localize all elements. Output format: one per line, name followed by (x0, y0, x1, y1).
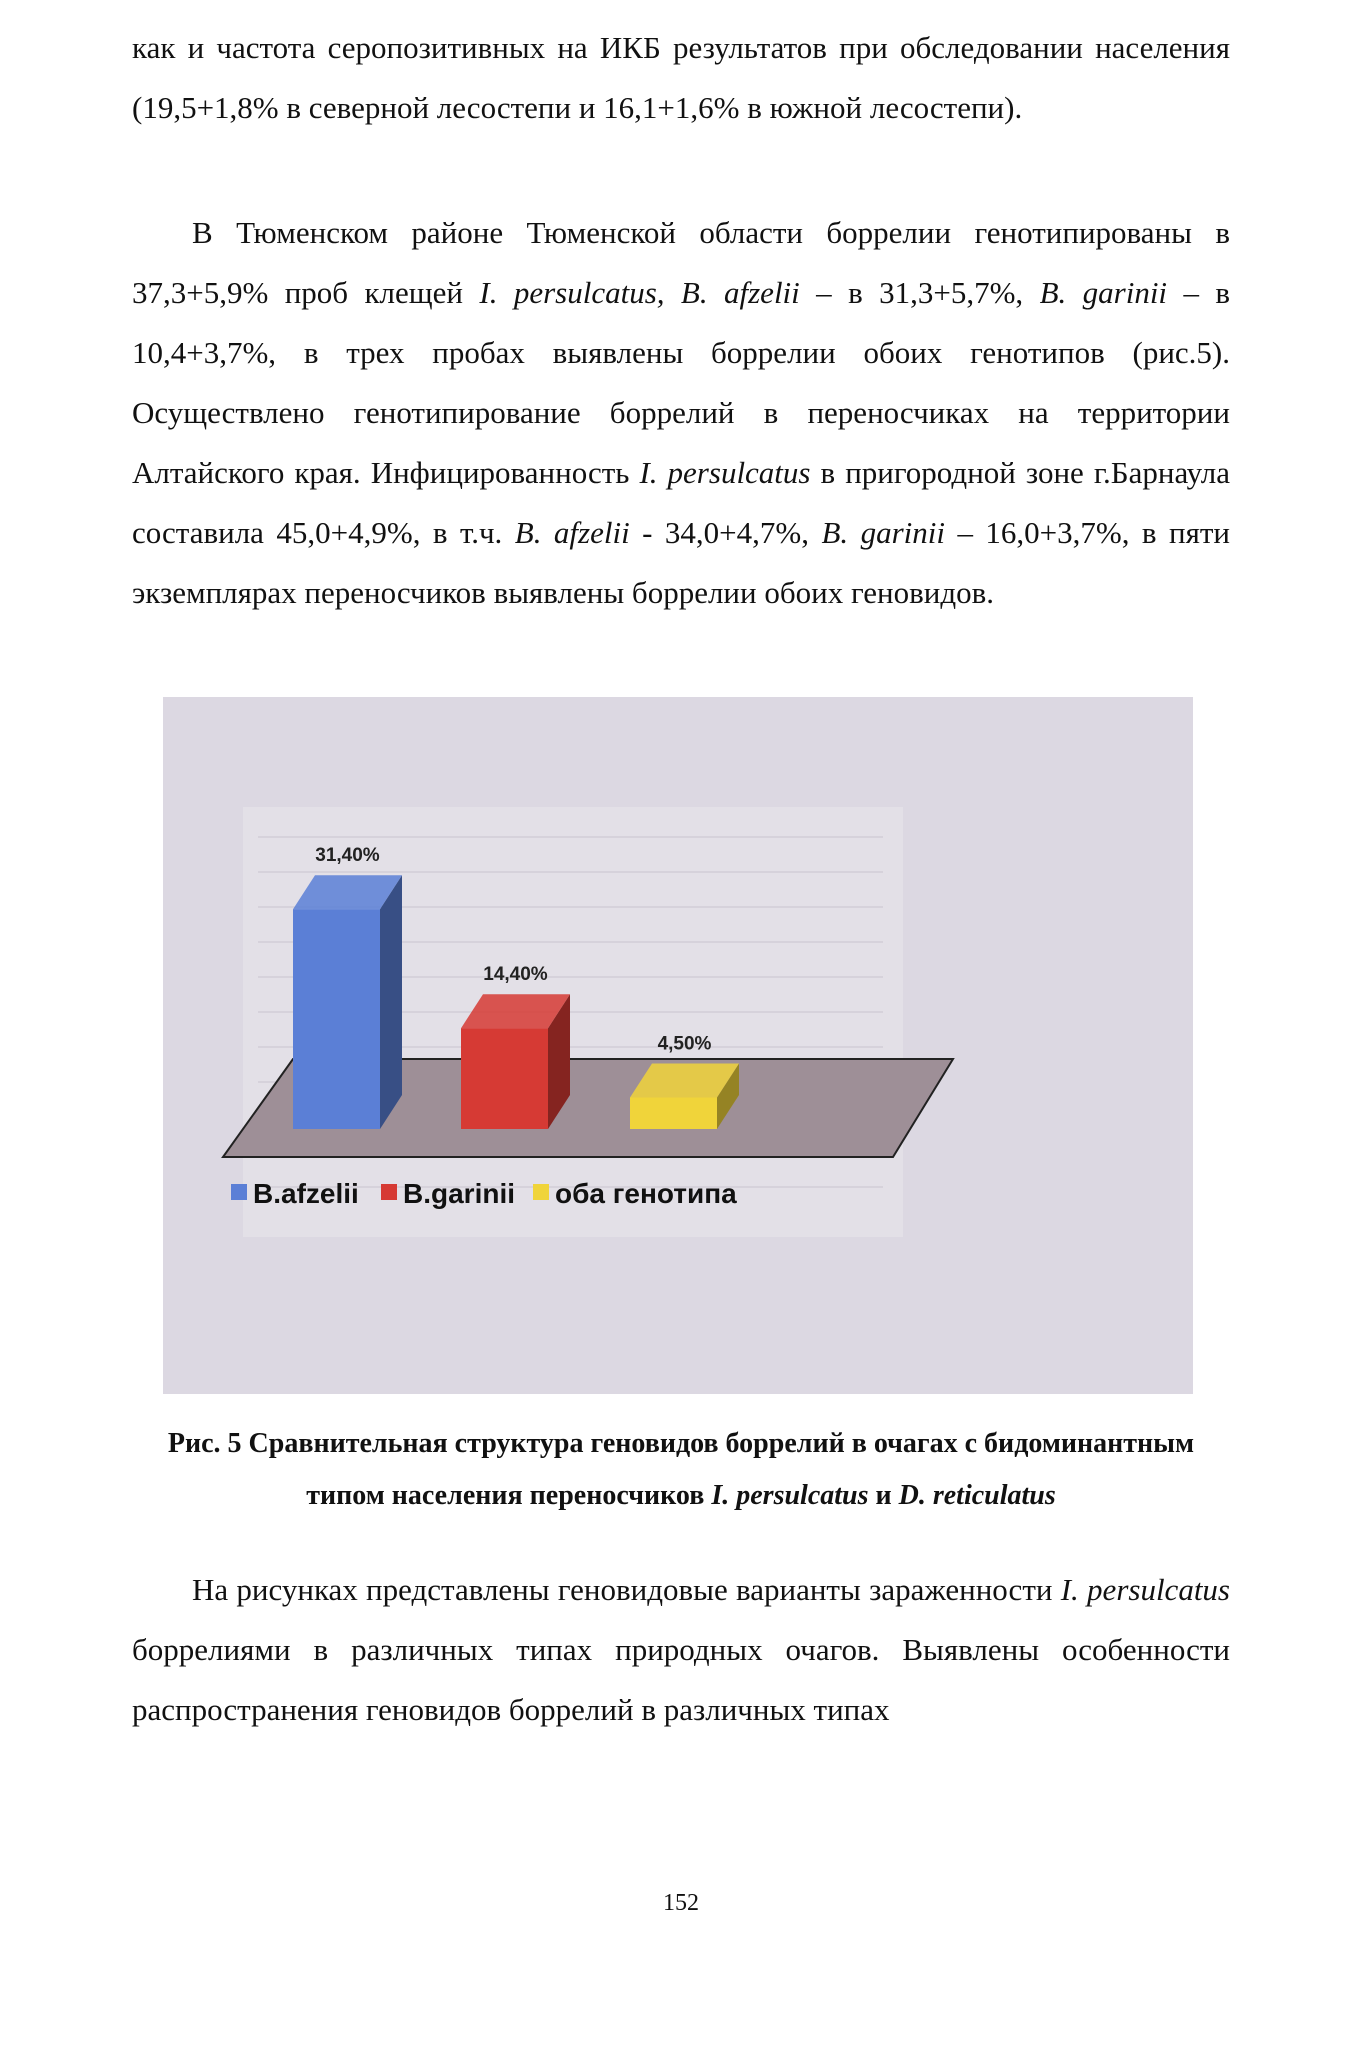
figure-5-chart (163, 697, 1193, 1394)
legend-swatch (533, 1184, 549, 1200)
caption-text: и (868, 1480, 899, 1511)
species-name: B. garinii (821, 515, 945, 550)
text-run: – в 31,3+5,7%, (799, 275, 1040, 310)
data-label: 31,40% (315, 845, 380, 867)
caption-species: D. reticulatus (898, 1480, 1056, 1511)
paragraph-text: как и частота серопозитивных на ИКБ результатов при обследовании населения (19,5+1,8% в северной лесостепи и 16,1+1,6% в южной лесостепи). (132, 30, 1230, 125)
paragraph-figures (132, 1560, 1230, 1740)
species-name: I. persulcatus (639, 455, 811, 490)
data-label: 4,50% (657, 1033, 712, 1055)
paragraph-genotyping (132, 203, 1230, 623)
legend-swatch (231, 1184, 247, 1200)
figure-caption (132, 1418, 1230, 1522)
text-run: - 34,0+4,7%, (629, 515, 822, 550)
species-name: B. afzelii (514, 515, 630, 550)
text-run: в пригородной зоне г.Барнаула составила 45,0+4,9%, в т.ч. (132, 455, 1231, 550)
text-run: – 16,0+3,7%, в пяти экземплярах переносчиков выявлены боррелии обоих геновидов. (132, 515, 1230, 610)
text-run: боррелиями в различных типах природных очагов. Выявлены особенности распространения геновидов боррелий в различных типах (132, 1632, 1230, 1727)
caption-text: типом населения переносчиков (306, 1480, 712, 1511)
legend-label: B.afzelii (253, 1178, 359, 1209)
legend-label: оба генотипа (555, 1178, 737, 1209)
data-label: 14,40% (483, 964, 548, 986)
legend-label: B.garinii (403, 1178, 516, 1209)
legend-swatch (381, 1184, 397, 1200)
species-name: I. persulcatus (1060, 1572, 1230, 1607)
caption-line-2 (132, 1470, 1230, 1522)
species-name: B. garinii (1039, 275, 1168, 310)
caption-line-1: Рис. 5 Сравнительная структура геновидов боррелий в очагах с бидоминантным (167, 1428, 1195, 1459)
bar-chart (163, 697, 1193, 1394)
page-number: 152 (663, 1890, 699, 1916)
bar (630, 1098, 717, 1130)
text-run: – в 10,4+3,7%, в трех пробах выявлены боррелии обоих генотипов (рис.5). Осуществлено генотипирование боррелий в переносчиках на территории Алтайского края. Инфицированность (132, 275, 1230, 490)
bar-side (380, 875, 402, 1129)
bar (461, 1028, 548, 1129)
text-run: На рисунках представлены геновидовые варианты зараженности (192, 1572, 1061, 1607)
text-run: В Тюменском районе Тюменской области боррелии генотипированы в 37,3+5,9% проб клещей (132, 215, 1230, 310)
caption-species: I. persulcatus (711, 1480, 869, 1511)
paragraph-seropositive (132, 18, 1230, 138)
species-name: I. persulcatus, B. afzelii (479, 275, 800, 310)
bar (293, 909, 380, 1129)
